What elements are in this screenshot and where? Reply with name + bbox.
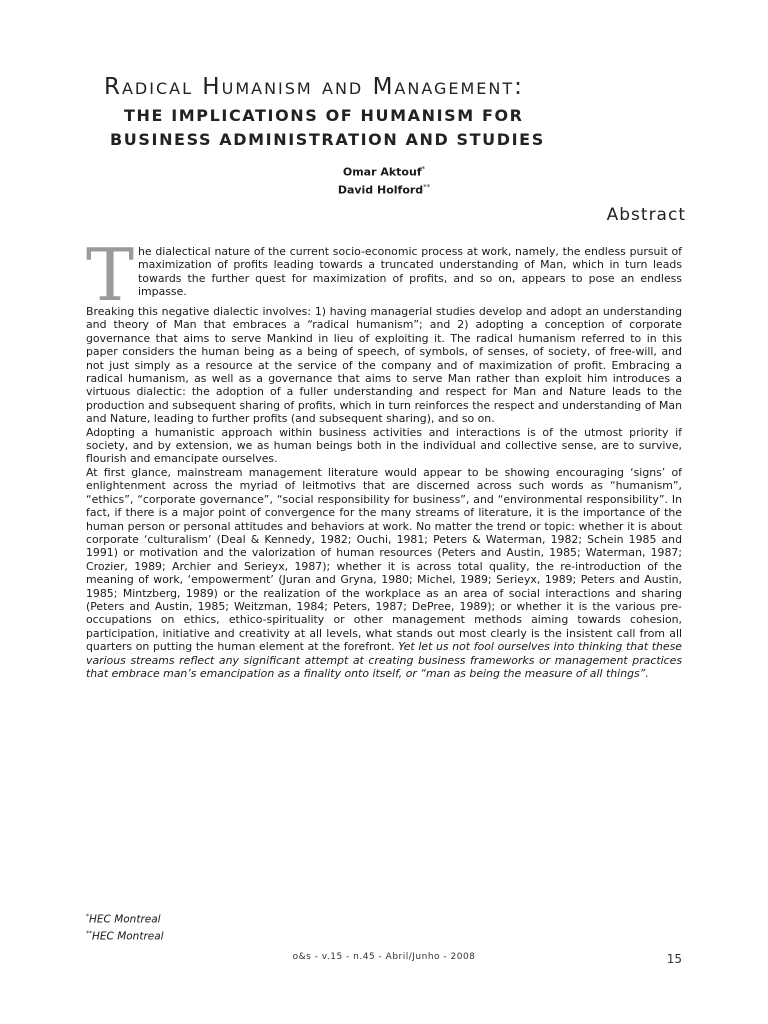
paragraph-4: At first glance, mainstream management literature would appear to be showing encouraging ‘signs’ of enlightenment across the myriad of leitmotivs that are discerned across such words as “humanism”, “ethics”, “corporate governance”, “social responsibility for business”, and “environmental responsibility”. In fact, if there is a major point of convergence for the many streams of literature, it is the importance of the human person or personal attitudes and behaviors at work. No matter the trend or topic: whether it is about corporate ‘culturalism’ (Deal & Kennedy, 1982; Ouchi, 1981; Peters & Waterman, 1982; Schein 1985 and 1991) or motivation and the valorization of human resources (Peters and Austin, 1985; Waterman, 1987; Crozier, 1989; Archier and Serieyx, 1987); whether it is across total quality, the re-introduction of the meaning of work, ‘empowerment’ (Juran and Gryna, 1980; Michel, 1989; Serieyx, 1989; Peters and Austin, 1985; Mintzberg, 1989) or the realization of the workplace as an area of social interactions and sharing (Peters and Austin, 1985; Weitzman, 1984; Peters, 1987; DePree, 1989); or whether it is the various pre-occupations on ethics, ethico-spirituality or other management methods aiming towards cohesion, participation, initiative and creativity at all levels, what stands out most clearly is the insistent call from all quarters on putting the human element at the forefront. Yet let us not fool ourselves into thinking that these various streams reflect any significant attempt at creating business frameworks or management practices that embrace man’s emancipation as a finality onto itself, or “man as being the measure of all things”. [86,465,682,680]
abstract-heading: Abstract [606,205,686,225]
article-subtitle-line-2: BUSINESS ADMINISTRATION AND STUDIES [110,130,545,149]
paragraph-4-italic: Yet let us not fool ourselves into thinking that these various streams reflect any significant attempt at creating business frameworks or management practices that embrace man’s emancipation as a finality onto itself, or “man as being the measure of all things”. [86,640,682,680]
article-title: Radical Humanism and Management: [104,74,524,100]
paragraph-2: Breaking this negative dialectic involves: 1) having managerial studies develop and adopt an understanding and theory of Man that embraces a “radical humanism”; and 2) adopting a conception of corporate governance that aims to serve Mankind in lieu of exploiting it. The radical humanism referred to in this paper considers the human being as a being of speech, of symbols, of senses, of society, of free-will, and not just simply as a resource at the service of the company and of maximization of profit. Embracing a radical humanism, as well as a governance that aims to serve Man rather than exploit him introduces a virtuous dialectic: the adoption of a fuller understanding and respect for Man and Nature leads to the production and subsequent sharing of profits, which in turn reinforces the respect and understanding of Man and Nature, leading to further profits (and subsequent sharing), and so on. [86,305,682,426]
abstract-body [86,233,682,680]
journal-footer: o&s - v.15 - n.45 - Abril/Junho - 2008 [292,952,476,962]
paragraph-1: The dialectical nature of the current socio-economic process at work, namely, the endless pursuit of maximization of profits leading towards a truncated understanding of Man, which in turn leads towards the further quest for maximization of profits, and so on, appears to pose an endless impasse. [86,233,682,317]
paragraph-3: Adopting a humanistic approach within business activities and interactions is of the utmost priority if society, and by extension, we as human beings both in the individual and collective sense, are to survive, flourish and emancipate ourselves. [86,425,682,466]
author-2: David Holford** [337,182,431,197]
footnotes [86,910,164,943]
page-number: 15 [666,952,682,966]
footnote-1: *HEC Montreal [86,913,161,926]
author-1-mark: * [421,165,426,173]
author-block [0,162,768,197]
footnote-2: **HEC Montreal [86,929,164,942]
author-1: Omar Aktouf* [342,165,426,179]
article-subtitle-line-1: THE IMPLICATIONS OF HUMANISM FOR [124,106,524,125]
drop-cap: T [86,233,135,317]
author-2-mark: ** [423,182,431,191]
